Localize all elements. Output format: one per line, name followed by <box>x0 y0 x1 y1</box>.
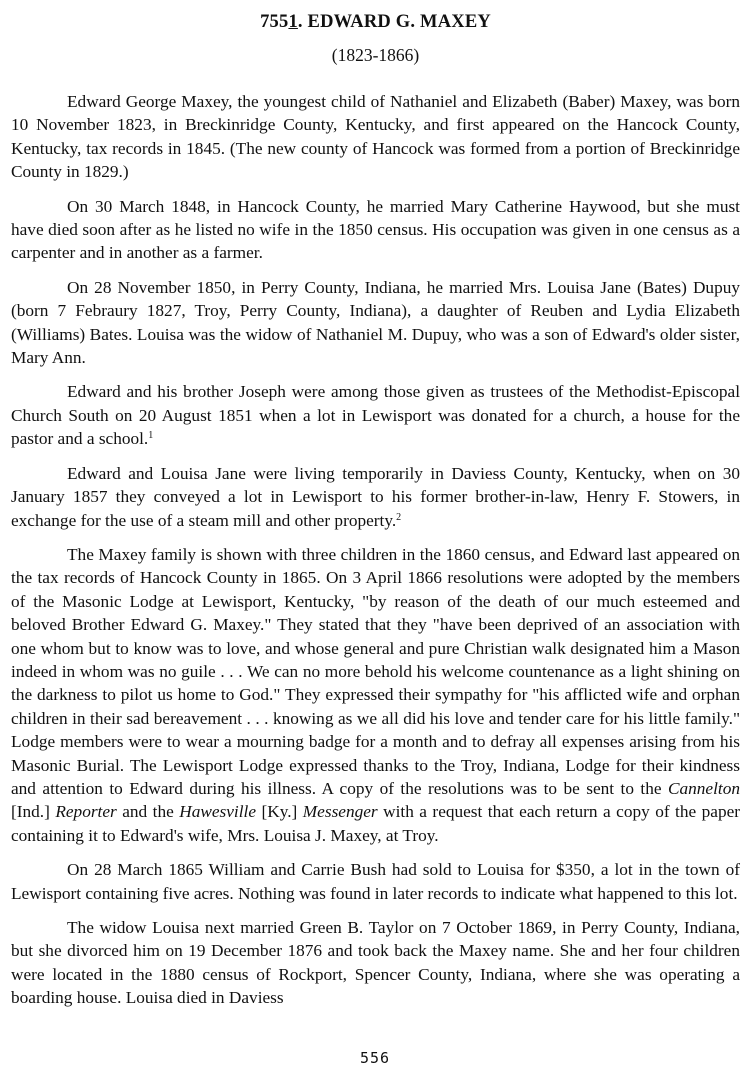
paragraph-lot-conveyance: Edward and Louisa Jane were living temporarily in Daviess County, Kentucky, when on 30 January 1857 they conveyed a lot in Lewisport to his former brother-in-law, Henry F. Stowers, in exchange for the use of a steam mill and other property.$^2$ <box>11 463 740 530</box>
newspaper-title: Reporter <box>55 802 117 822</box>
page-title <box>11 10 740 34</box>
paragraph-masonic-resolutions: The Maxey family is shown with three children in the 1860 census, and Edward last appeared on the tax records of Hancock County in 1865. On 3 April 1866 resolutions were adopted by the members of the Masonic Lodge at Lewisport, Kentucky, "by reason of the death of our much esteemed and beloved Brother Edward G. Maxey." They stated that they "have been deprived of an association with one whom but to know was to love, and whose general and pure Christian walk designated him a Mason indeed in whom was no guile . . . We can no more behold his welcome countenance as a light shining on the darkness to pilot us home to God." They expressed their sympathy for "his afflicted wife and orphan children in their sad bereavement . . . knowing as we all did his love and tender care for his little family." Lodge members were to wear a mourning badge for a month and to defray all expenses arising from his Masonic Burial. The Lewisport Lodge expressed thanks to the Troy, Indiana, Lodge for their kindness and attention to Edward during his illness. A copy of the resolutions was to be sent to the Cannelton [Ind.] Reporter and the Hawesville [Ky.] Messenger with a request that each return a copy of the paper containing it to Edward's wife, Mrs. Louisa J. Maxey, at Troy. <box>11 544 741 845</box>
paragraph-widow: The widow Louisa next married Green B. Taylor on 7 October 1869, in Perry County, Indiana, but she divorced him on 19 December 1876 and took back the Maxey name. She and her four children were located in the 1880 census of Rockport, Spencer County, Indiana, where she was operating a boarding house. Louisa died in Daviess <box>11 918 740 1008</box>
newspaper-city: Cannelton <box>667 778 740 798</box>
footnote-ref-2[interactable]: 2 <box>396 511 402 523</box>
life-dates: (1823-1866) <box>331 45 420 65</box>
paragraph-lot-purchase: On 28 March 1865 William and Carrie Bush had sold to Louisa for $350, a lot in the town of Lewisport containing five acres. Nothing was found in later records to indicate what happened to this lot. <box>11 860 740 903</box>
paragraph-first-marriage: On 30 March 1848, in Hancock County, he married Mary Catherine Haywood, but she must have died soon after as he listed no wife in the 1850 census. His occupation was given in one census as a carpenter and in another as a farmer. <box>11 196 740 263</box>
paragraph-church-trustees: Edward and his brother Joseph were among those given as trustees of the Methodist-Episcopal Church South on 20 August 1851 when a lot in Lewisport was donated for a church, a house for the pastor and a school.$^1$ <box>11 382 740 449</box>
newspaper-title: Messenger <box>302 802 378 822</box>
document-page <box>11 10 740 1010</box>
newspaper-city: Hawesville <box>179 802 257 822</box>
paragraph-birth: Edward George Maxey, the youngest child of Nathaniel and Elizabeth (Baber) Maxey, was born 10 November 1823, in Breckinridge County, Kentucky, and first appeared on the Hancock County, Kentucky, tax records in 1845. (The new county of Hancock was formed from a portion of Breckinridge County in 1829.) <box>11 92 740 182</box>
entry-name: EDWARD G. MAXEY <box>307 12 491 32</box>
entry-number: 7551. <box>260 12 303 32</box>
footnote-ref-1[interactable]: 1 <box>148 430 154 442</box>
paragraph-second-marriage: On 28 November 1850, in Perry County, Indiana, he married Mrs. Louisa Jane (Bates) Dupuy (born 7 Febraury 1827, Troy, Perry County, Indiana), a daughter of Reuben and Lydia Elizabeth (Williams) Bates. Louisa was the widow of Nathaniel M. Dupuy, who was a son of Edward's older sister, Mary Ann. <box>11 277 740 368</box>
page-number: 556 <box>359 1049 391 1067</box>
